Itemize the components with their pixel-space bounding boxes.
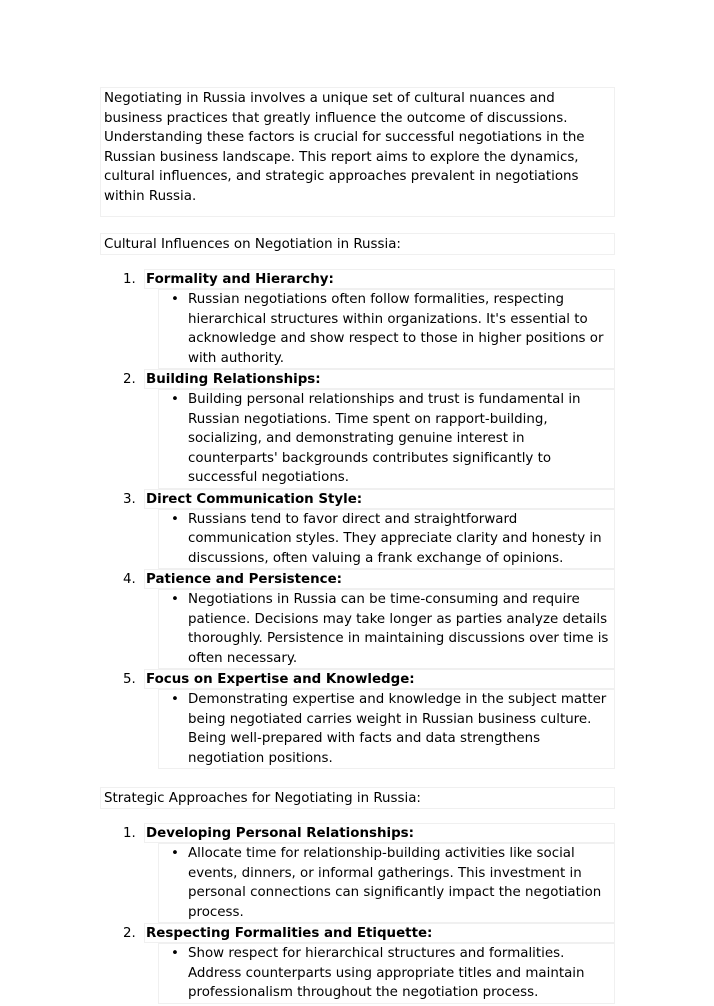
- bullet-text: • Show respect for hierarchical structures and formalities. Address counterparts using appropriate titles and maintain professionalism throughout the negotiation process.: [158, 943, 615, 1004]
- strategic-list: [100, 823, 615, 1004]
- item-title: 4. Patience and Persistence:: [144, 569, 615, 589]
- bullet-text: • Allocate time for relationship-building activities like social events, dinners, or informal gatherings. This investment in personal connections can significantly impact the negotiation process.: [158, 843, 615, 923]
- cultural-list: [100, 269, 615, 769]
- list-item: [100, 269, 615, 369]
- bullet-icon: •: [171, 392, 179, 407]
- document-body: [100, 87, 615, 1004]
- item-title: 5. Focus on Expertise and Knowledge:: [144, 669, 615, 689]
- bullet-icon: •: [171, 592, 179, 607]
- list-item: [100, 669, 615, 769]
- bullet-icon: •: [171, 511, 179, 527]
- item-title: 1. Formality and Hierarchy:: [144, 269, 615, 289]
- list-item: [100, 569, 615, 669]
- cultural-heading: Cultural Influences on Negotiation in Russia:: [100, 233, 615, 255]
- list-item: [100, 489, 615, 570]
- item-title: 2. Building Relationships:: [144, 369, 615, 389]
- bullet-icon: •: [171, 292, 179, 307]
- intro-paragraph: Negotiating in Russia involves a unique set of cultural nuances and business practices that greatly influence the outcome of discussions. Understanding these factors is crucial for successful negotiations in the Russian business landscape. This report aims to explore the dynamics, cultural influences, and strategic approaches prevalent in negotiations within Russia.: [100, 87, 615, 217]
- bullet-text: • Negotiations in Russia can be time-consuming and require patience. Decisions may take longer as parties analyze details thoroughly. Persistence in maintaining discussions over time is often necessary.: [158, 589, 615, 669]
- list-item: [100, 823, 615, 923]
- item-title: 1. Developing Personal Relationships:: [144, 823, 615, 843]
- strategic-heading: Strategic Approaches for Negotiating in Russia:: [100, 787, 615, 809]
- bullet-icon: •: [171, 946, 179, 961]
- item-title: 3. Direct Communication Style:: [144, 489, 615, 509]
- list-item: [100, 369, 615, 489]
- list-item: [100, 923, 615, 1004]
- bullet-icon: •: [171, 692, 179, 707]
- bullet-text: • Demonstrating expertise and knowledge in the subject matter being negotiated carries weight in Russian business culture. Being well-prepared with facts and data strengthens negotiation positions.: [158, 689, 615, 769]
- bullet-text: • Russians tend to favor direct and straightforward communication styles. They appreciate clarity and honesty in discussions, often valuing a frank exchange of opinions.: [158, 509, 615, 570]
- bullet-text: • Building personal relationships and trust is fundamental in Russian negotiations. Time spent on rapport-building, socializing, and demonstrating genuine interest in counterparts' backgrounds contributes significantly to successful negotiations.: [158, 389, 615, 489]
- bullet-text: • Russian negotiations often follow formalities, respecting hierarchical structures within organizations. It's essential to acknowledge and show respect to those in higher positions or with authority.: [158, 289, 615, 369]
- item-title: 2. Respecting Formalities and Etiquette:: [144, 923, 615, 943]
- bullet-icon: •: [171, 846, 179, 861]
